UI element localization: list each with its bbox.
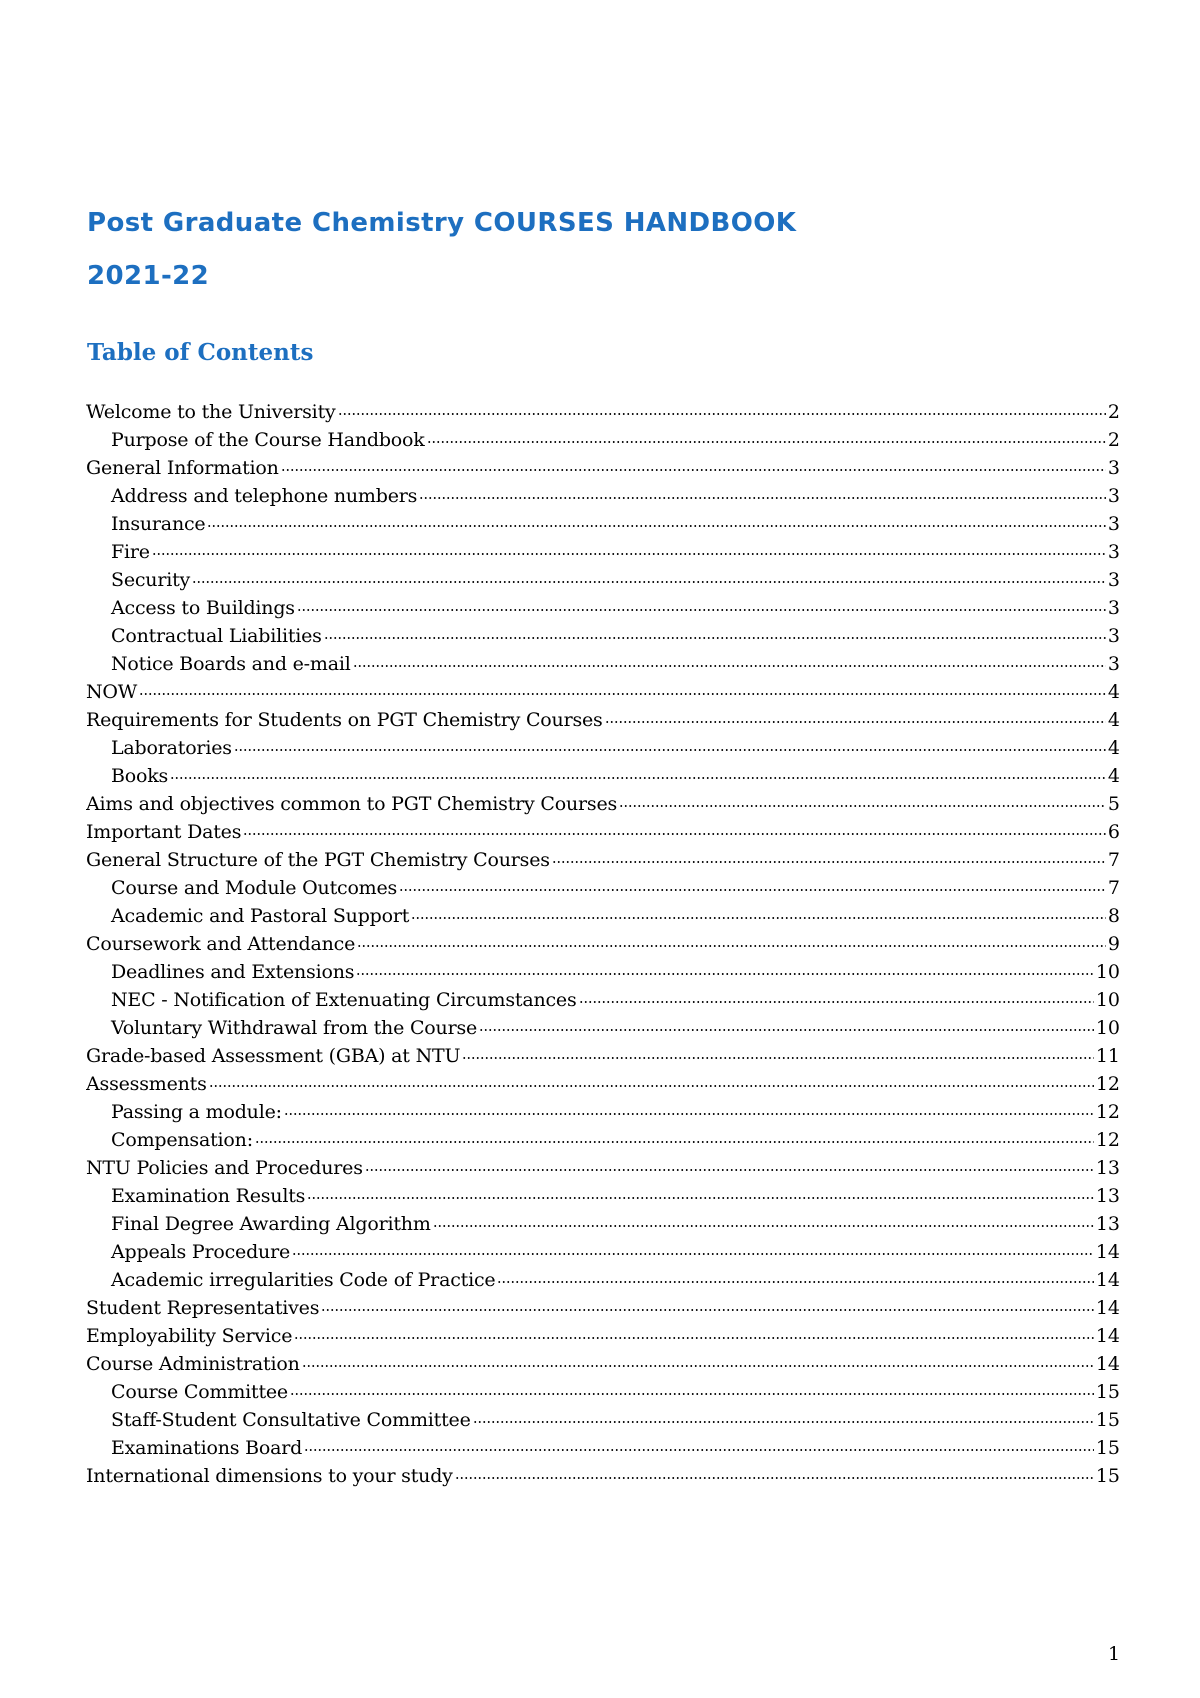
toc-entry-label: Security [111,569,191,591]
toc-entry[interactable] [86,874,1120,902]
toc-entry-label: Welcome to the University [86,401,336,423]
toc-entry-page-number: 13 [1095,1213,1120,1235]
toc-dot-leader [497,1279,1093,1285]
toc-entry[interactable] [86,454,1120,482]
toc-entry-page-number: 2 [1107,429,1120,451]
toc-entry[interactable] [86,482,1120,510]
toc-dot-leader [207,523,1105,529]
toc-dot-leader [324,635,1106,641]
toc-dot-leader [419,495,1106,501]
toc-dot-leader [243,831,1106,837]
toc-dot-leader [338,411,1106,417]
toc-dot-leader [284,1111,1094,1117]
toc-entry-page-number: 4 [1107,681,1120,703]
toc-entry-page-number: 2 [1107,401,1120,423]
toc-entry-page-number: 10 [1095,989,1120,1011]
toc-dot-leader [302,1363,1094,1369]
toc-entry-label: Academic and Pastoral Support [111,905,410,927]
toc-entry[interactable] [86,1210,1120,1238]
toc-entry-page-number: 15 [1095,1409,1120,1431]
toc-dot-leader [170,775,1106,781]
toc-entry-page-number: 12 [1095,1101,1120,1123]
toc-entry[interactable] [86,678,1120,706]
toc-dot-leader [321,1307,1094,1313]
toc-entry-label: Deadlines and Extensions [111,961,355,983]
toc-entry-page-number: 14 [1095,1241,1120,1263]
toc-entry-label: Final Degree Awarding Algorithm [111,1213,431,1235]
toc-entry[interactable] [86,790,1120,818]
toc-dot-leader [297,607,1106,613]
toc-dot-leader [292,1251,1094,1257]
toc-entry-page-number: 3 [1107,541,1120,563]
toc-entry-label: General Structure of the PGT Chemistry Courses [86,849,550,871]
toc-entry-page-number: 9 [1107,933,1120,955]
toc-dot-leader [473,1419,1094,1425]
toc-entry[interactable] [86,706,1120,734]
toc-entry-page-number: 3 [1107,485,1120,507]
toc-entry[interactable] [86,958,1120,986]
toc-entry[interactable] [86,986,1120,1014]
toc-entry[interactable] [86,1378,1120,1406]
toc-entry-label: Course Committee [111,1381,288,1403]
toc-entry-label: Compensation: [111,1129,253,1151]
toc-entry[interactable] [86,734,1120,762]
toc-dot-leader [353,663,1106,669]
toc-entry-label: Purpose of the Course Handbook [111,429,425,451]
toc-entry-page-number: 3 [1107,625,1120,647]
toc-entry-label: Insurance [111,513,206,535]
toc-dot-leader [234,747,1106,753]
toc-entry[interactable] [86,1350,1120,1378]
toc-entry-label: Important Dates [86,821,242,843]
toc-entry-page-number: 7 [1107,849,1120,871]
document-title: Post Graduate Chemistry COURSES HANDBOOK [87,208,797,238]
toc-entry[interactable] [86,902,1120,930]
toc-entry[interactable] [86,1070,1120,1098]
toc-entry[interactable] [86,426,1120,454]
toc-dot-leader [209,1083,1094,1089]
toc-dot-leader [399,887,1106,893]
toc-entry[interactable] [86,650,1120,678]
toc-entry-page-number: 3 [1107,653,1120,675]
toc-dot-leader [619,803,1106,809]
toc-entry[interactable] [86,1126,1120,1154]
toc-dot-leader [357,943,1106,949]
toc-entry-label: NEC - Notification of Extenuating Circumstances [111,989,577,1011]
toc-dot-leader [255,1139,1094,1145]
toc-entry-label: Examination Results [111,1185,306,1207]
toc-entry-page-number: 8 [1107,905,1120,927]
toc-dot-leader [365,1167,1094,1173]
toc-entry[interactable] [86,1182,1120,1210]
toc-entry-label: Fire [111,541,150,563]
toc-entry-label: Books [111,765,169,787]
toc-entry-page-number: 7 [1107,877,1120,899]
toc-dot-leader [605,719,1106,725]
toc-entry-label: Voluntary Withdrawal from the Course [111,1017,478,1039]
toc-entry-page-number: 15 [1095,1437,1120,1459]
toc-dot-leader [433,1223,1094,1229]
toc-entry[interactable] [86,1014,1120,1042]
toc-entry-label: Laboratories [111,737,232,759]
toc-entry-page-number: 13 [1095,1185,1120,1207]
toc-entry[interactable] [86,818,1120,846]
toc-entry-page-number: 3 [1107,457,1120,479]
toc-entry[interactable] [86,1294,1120,1322]
toc-dot-leader [462,1055,1094,1061]
toc-entry-label: Employability Service [86,1325,293,1347]
toc-entry-label: Notice Boards and e-mail [111,653,351,675]
toc-entry[interactable] [86,566,1120,594]
toc-dot-leader [304,1447,1094,1453]
toc-entry-label: Requirements for Students on PGT Chemistry Courses [86,709,603,731]
toc-entry-page-number: 3 [1107,569,1120,591]
toc-dot-leader [281,467,1106,473]
page-number: 1 [1108,1643,1121,1665]
toc-dot-leader [139,691,1106,697]
toc-entry-page-number: 10 [1095,1017,1120,1039]
toc-dot-leader [427,439,1106,445]
toc-entry-page-number: 15 [1095,1381,1120,1403]
toc-entry-label: Course Administration [86,1353,300,1375]
toc-entry-page-number: 14 [1095,1269,1120,1291]
toc-entry-page-number: 4 [1107,737,1120,759]
toc-entry-page-number: 14 [1095,1325,1120,1347]
toc-entry[interactable] [86,538,1120,566]
toc-dot-leader [411,915,1106,921]
toc-entry[interactable] [86,930,1120,958]
toc-entry-label: Academic irregularities Code of Practice [111,1269,496,1291]
toc-entry[interactable] [86,846,1120,874]
toc-entry-label: NTU Policies and Procedures [86,1157,363,1179]
toc-entry-page-number: 12 [1095,1073,1120,1095]
toc-entry[interactable] [86,1266,1120,1294]
document-year: 2021-22 [87,261,210,291]
toc-entry-label: International dimensions to your study [86,1465,453,1487]
toc-entry-page-number: 6 [1107,821,1120,843]
toc-entry-label: Contractual Liabilities [111,625,322,647]
toc-entry-page-number: 3 [1107,513,1120,535]
toc-entry[interactable] [86,1042,1120,1070]
toc-entry-label: Grade-based Assessment (GBA) at NTU [86,1045,461,1067]
table-of-contents [86,398,1120,1490]
toc-entry[interactable] [86,1462,1120,1490]
toc-entry-page-number: 13 [1095,1157,1120,1179]
toc-entry-page-number: 14 [1095,1353,1120,1375]
toc-entry-label: Course and Module Outcomes [111,877,398,899]
toc-dot-leader [192,579,1106,585]
toc-dot-leader [455,1475,1094,1481]
toc-entry[interactable] [86,1098,1120,1126]
toc-dot-leader [290,1391,1094,1397]
toc-entry-page-number: 10 [1095,961,1120,983]
toc-entry-page-number: 5 [1107,793,1120,815]
toc-entry-label: NOW [86,681,138,703]
toc-entry-page-number: 3 [1107,597,1120,619]
toc-entry-label: Access to Buildings [111,597,295,619]
toc-entry-label: Examinations Board [111,1437,303,1459]
toc-entry-page-number: 14 [1095,1297,1120,1319]
toc-entry-label: Aims and objectives common to PGT Chemistry Courses [86,793,618,815]
toc-entry-label: Appeals Procedure [111,1241,291,1263]
toc-entry-page-number: 4 [1107,709,1120,731]
toc-entry[interactable] [86,762,1120,790]
toc-entry[interactable] [86,1322,1120,1350]
toc-heading: Table of Contents [87,339,314,366]
toc-entry[interactable] [86,398,1120,426]
toc-dot-leader [356,971,1093,977]
toc-dot-leader [479,1027,1094,1033]
toc-dot-leader [294,1335,1094,1341]
toc-entry[interactable] [86,1406,1120,1434]
toc-entry-page-number: 4 [1107,765,1120,787]
toc-entry-label: Assessments [86,1073,207,1095]
toc-entry-label: Passing a module: [111,1101,282,1123]
toc-entry[interactable] [86,510,1120,538]
toc-entry[interactable] [86,622,1120,650]
toc-dot-leader [307,1195,1094,1201]
toc-dot-leader [152,551,1106,557]
toc-entry-page-number: 12 [1095,1129,1120,1151]
toc-entry-label: Address and telephone numbers [111,485,418,507]
toc-entry-page-number: 15 [1095,1465,1120,1487]
toc-entry-page-number: 11 [1095,1045,1120,1067]
toc-dot-leader [552,859,1106,865]
toc-entry[interactable] [86,1434,1120,1462]
toc-entry-label: Staff-Student Consultative Committee [111,1409,471,1431]
toc-entry[interactable] [86,1238,1120,1266]
toc-entry-label: Coursework and Attendance [86,933,356,955]
toc-entry[interactable] [86,594,1120,622]
toc-entry-label: Student Representatives [86,1297,320,1319]
toc-dot-leader [579,999,1094,1005]
toc-entry-label: General Information [86,457,279,479]
toc-entry[interactable] [86,1154,1120,1182]
